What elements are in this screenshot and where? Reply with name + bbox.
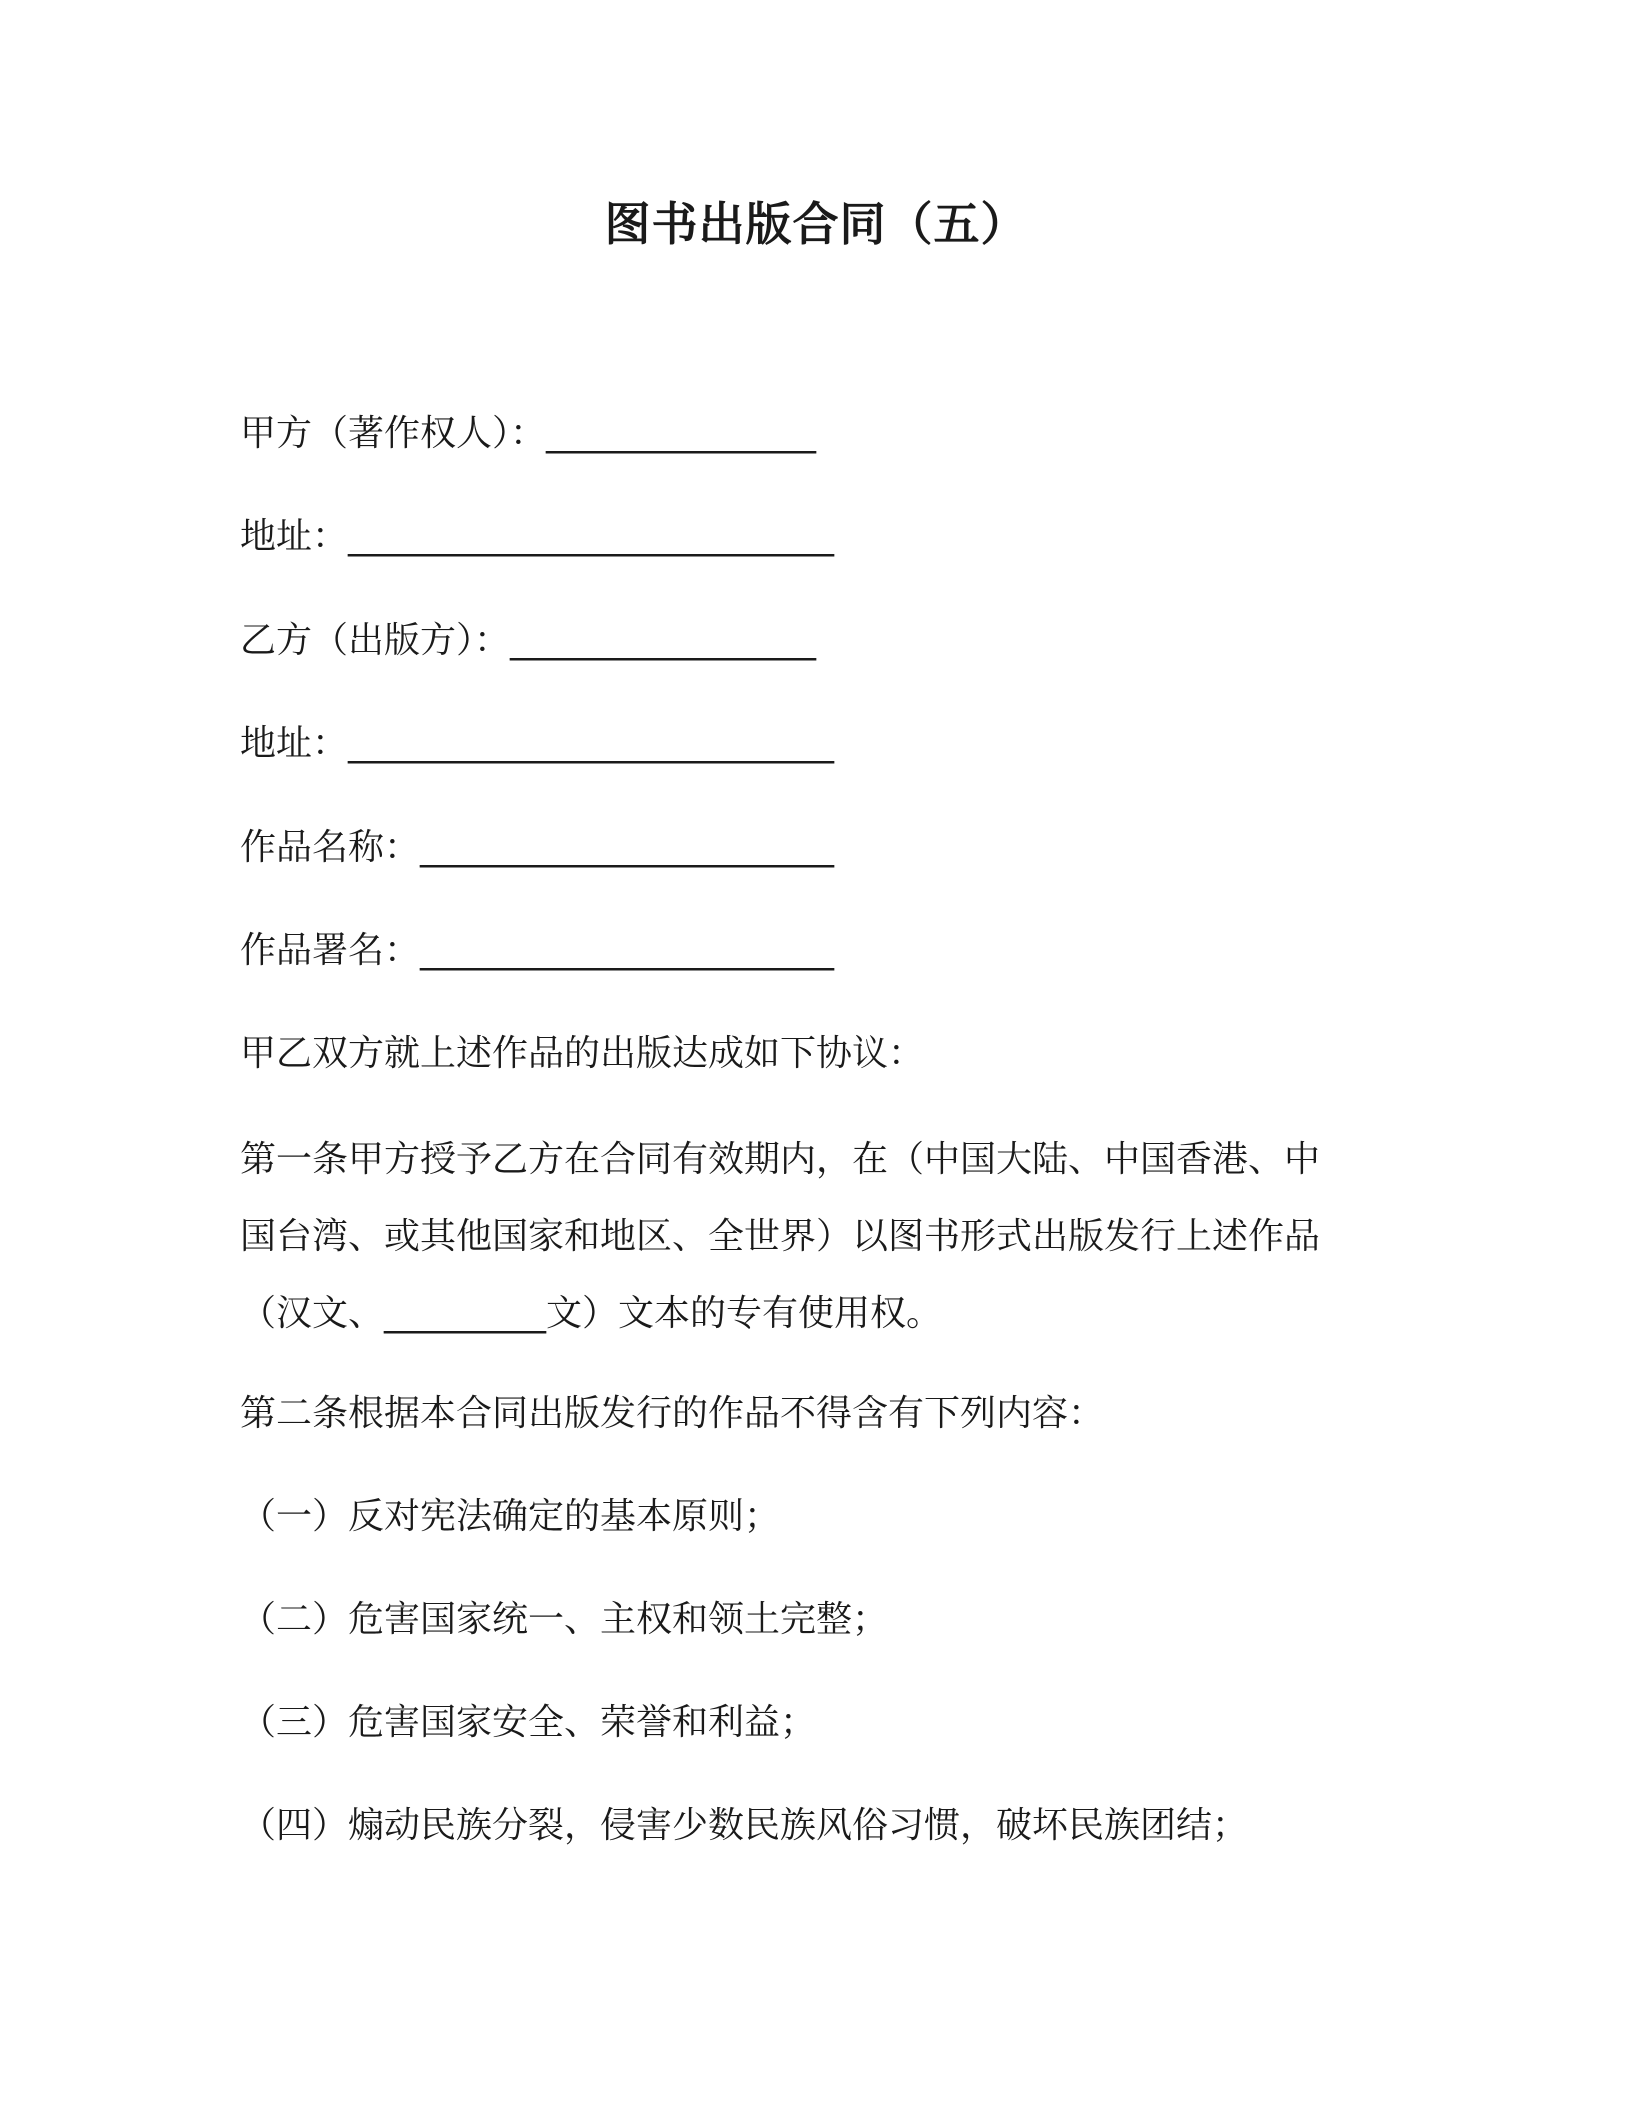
- article-1-paragraph: [240, 1121, 1370, 1352]
- article-1-line: （汉文、_________文）文本的专有使用权。: [240, 1293, 943, 1334]
- intro-paragraph: 甲乙双方就上述作品的出版达成如下协议：: [240, 1033, 925, 1074]
- list-item: （二）危害国家统一、主权和领土完整；: [240, 1599, 889, 1640]
- document-title: 图书出版合同（五）: [604, 197, 1028, 251]
- list-item: （一）反对宪法确定的基本原则；: [240, 1496, 781, 1537]
- list-item: （三）危害国家安全、荣誉和利益；: [240, 1702, 817, 1743]
- article-1-line: 国台湾、或其他国家和地区、全世界）以图书形式出版发行上述作品: [240, 1216, 1321, 1257]
- article-1-line: 第一条甲方授予乙方在合同有效期内，在（中国大陆、中国香港、中: [240, 1139, 1321, 1180]
- party-a-address-field: 地址：___________________________: [240, 516, 835, 557]
- work-author-field: 作品署名：_______________________: [240, 930, 835, 971]
- work-title-field: 作品名称：_______________________: [240, 827, 835, 868]
- list-item: （四）煽动民族分裂，侵害少数民族风俗习惯，破坏民族团结；: [240, 1805, 1249, 1846]
- party-b-address-field: 地址：___________________________: [240, 723, 835, 764]
- party-a-field: 甲方（著作权人）：_______________: [240, 413, 817, 454]
- article-2-heading: 第二条根据本合同出版发行的作品不得含有下列内容：: [240, 1393, 1105, 1434]
- party-b-field: 乙方（出版方）：_________________: [240, 620, 817, 661]
